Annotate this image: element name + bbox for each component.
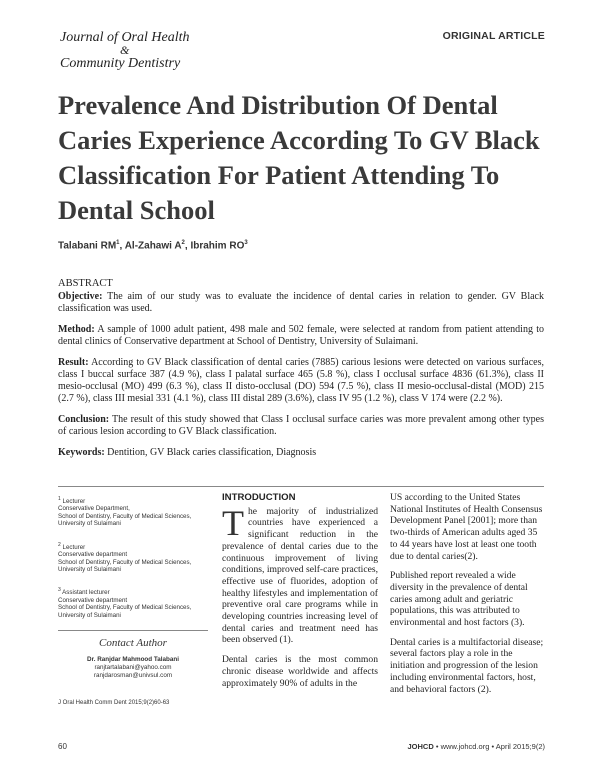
author-list: Talabani $RM^1$, Al-Zahawi $A^2$, Ibrahim $RO^3$ (58, 240, 248, 252)
page-number: 60 (58, 742, 67, 751)
affiliation-block: $^1$ Lecturer Conservative Department, School of Dentistry, Faculty of Medical Sciences, University of Sulaimani (58, 496, 208, 528)
body-column-3 (390, 492, 545, 703)
result-text: According to GV Black classification of dental caries (7885) carious lesions were detected on various surfaces, class I buccal surface 387 (4.9 %), class I palatal surface 465 (5.8 %), class I occlusal surface 4836 (61.3%), class II mesio-occlusal (MO) 499 (6.3 %), class II disto-occlusal (DO) 594 (7.5 %), class II mesio-occlusal-distal (MOD) 215 (2.7 %), class III mesial 331 (4.1 %), class III distal 289 (3.6%), class IV 95 (1.2 %), class V 174 were (2.2 %). (58, 357, 544, 404)
author-affiliation-mark: 3 (244, 240, 248, 246)
contact-name: Dr. Ranjdar Mahmood Talabani (87, 656, 179, 663)
author-name: Ibrahim RO (190, 240, 245, 252)
journal-name-ampersand: & (120, 43, 130, 57)
body-paragraph: The majority of industrialized countries have experienced a significant reduction in the prevalence of dental caries due to the continuous improvement of living conditions, improved self-care practices, effective use of fluorides, adoption of healthy lifestyles and implementation of preventive oral care programs while in developing countries increasing level of dental caries and treatment need has been observed (1). (222, 502, 378, 646)
contact-email[interactable]: ranjtartalabani@yahoo.com (94, 664, 172, 671)
article-title: Prevalence And Distribution Of Dental Caries Experience According To GV Black Classification For Patient Attending To Dental School (58, 90, 540, 225)
body-column-2 (222, 492, 378, 697)
objective-text: The aim of our study was to evaluate the incidence of dental caries in relation to gender. GV Black classification was used. (58, 291, 544, 314)
affiliation-dept: Conservative Department, (58, 505, 130, 513)
bullet-separator: • (491, 742, 495, 751)
result-label: Result: (58, 357, 89, 368)
abstract-keywords (58, 447, 544, 459)
introduction-heading: INTRODUCTION (222, 492, 296, 503)
abstract-objective (58, 291, 544, 315)
contact-author-box (58, 636, 208, 680)
contact-email[interactable]: ranjdarosman@univsul.com (93, 672, 173, 679)
citation-line: J Oral Health Comm Dent 2015;9(2)60-63 (58, 700, 170, 706)
abstract-method (58, 324, 544, 348)
article-type-label: ORIGINAL ARTICLE (442, 30, 545, 42)
abstract-result (58, 357, 544, 405)
affiliation-role: Assistant lecturer (62, 589, 110, 597)
affiliation-block: $^3$ Assistant lecturer Conservative department School of Dentistry, Faculty of Medical Sciences, University of Sulaimani (58, 587, 208, 619)
affiliations (58, 496, 208, 633)
method-text: A sample of 1000 adult patient, 498 male and 502 female, were selected at random from patient attending to dental clinics of Conservative department at School of Dentistry, University of Sulaimani. (58, 324, 544, 347)
body-paragraph: Published report revealed a wide diversity in the prevalence of dental caries among adult and geriatric populations, this was attributed to environmental and host factors (3). (390, 570, 528, 629)
affiliation-univ: University of Sulaimani (58, 520, 121, 528)
keywords-label: Keywords: (58, 447, 105, 458)
journal-abbreviation: JOHCD (407, 742, 434, 751)
affiliation-school: School of Dentistry, Faculty of Medical Sciences, (58, 558, 192, 566)
drop-cap: T (222, 502, 244, 543)
journal-website-link[interactable]: www.johcd.org (440, 742, 490, 751)
journal-name-line1: Journal of Oral Health (60, 30, 190, 45)
objective-label: Objective: (58, 291, 103, 302)
affiliation-role: Lecturer (62, 543, 86, 551)
author-affiliation-mark: 1 (116, 240, 120, 246)
conclusion-label: Conclusion: (58, 414, 110, 425)
body-paragraph: Dental caries is a multifactorial disease; several factors play a role in the initiation and progression of the lesion including environmental factors, host, and behavioral factors (2). (390, 636, 544, 695)
affiliation-dept: Conservative department (58, 596, 128, 604)
abstract-heading: ABSTRACT (58, 278, 113, 289)
affiliation-block: $^2$ Lecturer Conservative department School of Dentistry, Faculty of Medical Sciences, University of Sulaimani (58, 542, 208, 574)
body-paragraph: US according to the United States National Institutes of Health Consensus Development Panel [2001]; more than two-thirds of American adults aged 35 to 44 years have lost at least one tooth due to dental caries(2). (390, 492, 543, 562)
author-name: Talabani RM (58, 240, 117, 252)
author-affiliation-mark: 2 (181, 240, 185, 246)
conclusion-text: The result of this study showed that Class I occlusal surface caries was more prevalent among other types of carious lesion according to GV Black classification. (58, 414, 544, 437)
affiliation-dept: Conservative department (58, 551, 128, 559)
section-divider (58, 486, 544, 487)
contact-heading: Contact Author (99, 637, 167, 649)
affiliation-school: School of Dentistry, Faculty of Medical Sciences, (58, 512, 192, 520)
affiliation-school: School of Dentistry, Faculty of Medical Sciences, (58, 604, 192, 612)
bullet-separator: • (435, 742, 439, 751)
journal-name-line3: Community Dentistry (60, 56, 181, 71)
issue-info: April 2015;9(2) (495, 742, 545, 751)
contact-divider (58, 630, 208, 631)
abstract-section (58, 278, 544, 468)
footer-journal-info (408, 742, 545, 751)
author-name: Al-Zahawi A (124, 240, 182, 252)
method-label: Method: (58, 324, 95, 335)
journal-logo (60, 30, 200, 71)
keywords-text: Dentition, GV Black caries classification, Diagnosis (107, 447, 317, 458)
body-paragraph: Dental caries is the most common chronic disease worldwide and affects approximately 90% of adults in the (222, 654, 378, 689)
affiliation-role: Lecturer (62, 498, 86, 506)
abstract-conclusion (58, 414, 544, 438)
affiliation-univ: University of Sulaimani (58, 611, 121, 619)
affiliation-univ: University of Sulaimani (58, 565, 121, 573)
